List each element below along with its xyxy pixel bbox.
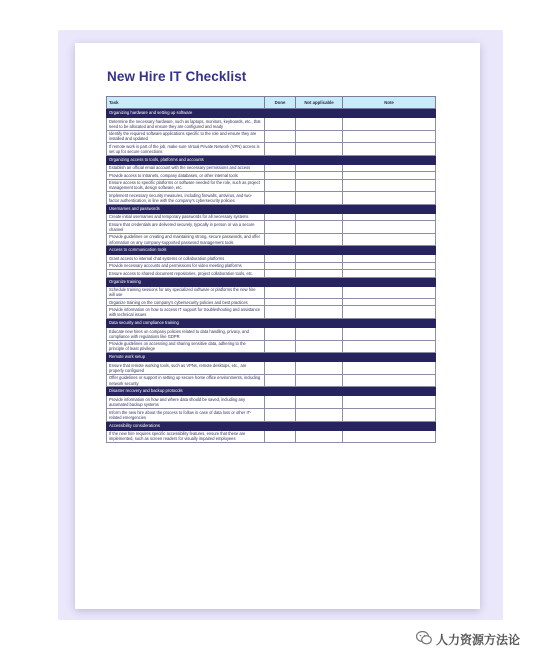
task-cell: Provide necessary accounts and permissions for video meeting platforms [107, 262, 265, 269]
not-applicable-cell[interactable] [296, 221, 343, 234]
done-cell[interactable] [265, 362, 296, 375]
done-cell[interactable] [265, 192, 296, 205]
task-cell: If remote work is part of the job, make sure Virtual Private Network (VPN) access is set up for secure connections [107, 143, 265, 156]
note-cell[interactable] [343, 299, 436, 306]
checklist-sheet [75, 43, 480, 609]
not-applicable-cell[interactable] [296, 299, 343, 306]
section-header-row [107, 319, 436, 328]
watermark-text: 人力资源方法论 [436, 633, 521, 647]
done-cell[interactable] [265, 396, 296, 409]
section-heading: Accessibility considerations [107, 421, 436, 430]
column-header-task: Task [107, 97, 265, 109]
section-heading: Organize training [107, 277, 436, 286]
not-applicable-cell[interactable] [296, 286, 343, 299]
note-cell[interactable] [343, 328, 436, 341]
table-row [107, 172, 436, 179]
note-cell[interactable] [343, 164, 436, 171]
section-header-row [107, 246, 436, 255]
table-row [107, 179, 436, 192]
done-cell[interactable] [265, 255, 296, 262]
section-header-row [107, 109, 436, 118]
table-row [107, 221, 436, 234]
done-cell[interactable] [265, 118, 296, 131]
task-cell: Implement necessary security measures, including firewalls, antivirus, and two-factor authentication, in line with the company's cybersecurity policies [107, 192, 265, 205]
task-cell: Ensure access to shared document repositories, project collaboration tools, etc. [107, 270, 265, 277]
not-applicable-cell[interactable] [296, 396, 343, 409]
not-applicable-cell[interactable] [296, 306, 343, 319]
note-cell[interactable] [343, 306, 436, 319]
task-cell: Organize training on the company's cybersecurity policies and best practices [107, 299, 265, 306]
section-header-row [107, 204, 436, 213]
done-cell[interactable] [265, 172, 296, 179]
section-heading: Remote work setup [107, 353, 436, 362]
not-applicable-cell[interactable] [296, 374, 343, 387]
note-cell[interactable] [343, 221, 436, 234]
column-header-done: Done [265, 97, 296, 109]
done-cell[interactable] [265, 221, 296, 234]
done-cell[interactable] [265, 233, 296, 246]
table-row [107, 299, 436, 306]
task-cell: Schedule training sessions for any specialized software or platforms the new hire will use [107, 286, 265, 299]
section-header-row [107, 155, 436, 164]
note-cell[interactable] [343, 262, 436, 269]
done-cell[interactable] [265, 306, 296, 319]
task-cell: Ensure that remote working tools, such as VPNs, remote desktops, etc., are properly configured [107, 362, 265, 375]
table-row [107, 396, 436, 409]
note-cell[interactable] [343, 255, 436, 262]
section-header-row [107, 353, 436, 362]
note-cell[interactable] [343, 340, 436, 353]
table-row [107, 130, 436, 143]
section-header-row [107, 421, 436, 430]
table-row [107, 118, 436, 131]
not-applicable-cell[interactable] [296, 362, 343, 375]
table-row [107, 255, 436, 262]
note-cell[interactable] [343, 192, 436, 205]
not-applicable-cell[interactable] [296, 118, 343, 131]
done-cell[interactable] [265, 340, 296, 353]
table-row [107, 213, 436, 220]
done-cell[interactable] [265, 179, 296, 192]
task-cell: Provide guidelines on accessing and sharing sensitive data, adhering to the principle of least privilege [107, 340, 265, 353]
not-applicable-cell[interactable] [296, 270, 343, 277]
column-header-not-applicable: Not applicable [296, 97, 343, 109]
section-heading: Organizing access to tools, platforms and accounts [107, 155, 436, 164]
wechat-icon [416, 631, 432, 645]
done-cell[interactable] [265, 270, 296, 277]
not-applicable-cell[interactable] [296, 164, 343, 171]
table-header-row [107, 97, 436, 109]
note-cell[interactable] [343, 409, 436, 422]
note-cell[interactable] [343, 374, 436, 387]
not-applicable-cell[interactable] [296, 409, 343, 422]
task-cell: Determine the necessary hardware, such as laptops, monitors, keyboards, etc., that need to be allocated and ensure they are configured and ready [107, 118, 265, 131]
table-row [107, 340, 436, 353]
not-applicable-cell[interactable] [296, 255, 343, 262]
done-cell[interactable] [265, 299, 296, 306]
table-row [107, 328, 436, 341]
table-row [107, 262, 436, 269]
column-header-note: Note [343, 97, 436, 109]
not-applicable-cell[interactable] [296, 179, 343, 192]
section-heading: Organizing hardware and setting up software [107, 109, 436, 118]
table-row [107, 374, 436, 387]
done-cell[interactable] [265, 409, 296, 422]
section-heading: Usernames and passwords [107, 204, 436, 213]
table-row [107, 192, 436, 205]
table-row [107, 233, 436, 246]
note-cell[interactable] [343, 233, 436, 246]
section-header-row [107, 387, 436, 396]
task-cell: Grant access to internal chat systems or collaboration platforms [107, 255, 265, 262]
checklist-body [107, 109, 436, 443]
note-cell[interactable] [343, 172, 436, 179]
note-cell[interactable] [343, 118, 436, 131]
not-applicable-cell[interactable] [296, 262, 343, 269]
done-cell[interactable] [265, 374, 296, 387]
table-row [107, 286, 436, 299]
table-row [107, 409, 436, 422]
done-cell[interactable] [265, 130, 296, 143]
table-row [107, 430, 436, 443]
section-heading: Data security and compliance training [107, 319, 436, 328]
table-row [107, 270, 436, 277]
section-heading: Disaster recovery and backup protocols [107, 387, 436, 396]
task-cell: Ensure that credentials are delivered securely, typically in person or via a secure channel [107, 221, 265, 234]
task-cell: Provide guidelines on creating and maintaining strong, secure passwords, and offer information on any company-supported password management tools [107, 233, 265, 246]
table-row [107, 164, 436, 171]
note-cell[interactable] [343, 213, 436, 220]
section-header-row [107, 277, 436, 286]
note-cell[interactable] [343, 270, 436, 277]
task-cell: Educate new hires on company policies related to data handling, privacy, and compliance with regulations like GDPR [107, 328, 265, 341]
task-cell: Provide information on how and where data should be saved, including any automated backup systems [107, 396, 265, 409]
note-cell[interactable] [343, 179, 436, 192]
note-cell[interactable] [343, 396, 436, 409]
task-cell: Ensure access to specific platforms or software needed for the role, such as project management tools, design software, etc. [107, 179, 265, 192]
done-cell[interactable] [265, 143, 296, 156]
done-cell[interactable] [265, 262, 296, 269]
task-cell: Offer guidelines or support in setting up secure home office environments, including network security [107, 374, 265, 387]
note-cell[interactable] [343, 143, 436, 156]
note-cell[interactable] [343, 430, 436, 443]
table-row [107, 362, 436, 375]
done-cell[interactable] [265, 286, 296, 299]
not-applicable-cell[interactable] [296, 192, 343, 205]
done-cell[interactable] [265, 430, 296, 443]
section-heading: Access to communication tools [107, 246, 436, 255]
task-cell: If the new hire requires specific accessibility features, ensure that these are implemented, such as screen readers for visually impaired employees [107, 430, 265, 443]
task-cell: Create initial usernames and temporary passwords for all necessary systems [107, 213, 265, 220]
task-cell: Provide information on how to access IT support for troubleshooting and assistance with technical issues [107, 306, 265, 319]
note-cell[interactable] [343, 362, 436, 375]
not-applicable-cell[interactable] [296, 340, 343, 353]
table-row [107, 306, 436, 319]
done-cell[interactable] [265, 164, 296, 171]
table-row [107, 143, 436, 156]
task-cell: Inform the new hire about the process to follow in case of data loss or other IT-related emergencies [107, 409, 265, 422]
done-cell[interactable] [265, 328, 296, 341]
not-applicable-cell[interactable] [296, 328, 343, 341]
note-cell[interactable] [343, 286, 436, 299]
not-applicable-cell[interactable] [296, 143, 343, 156]
done-cell[interactable] [265, 213, 296, 220]
task-cell: Provide access to intranets, company databases, or other internal tools [107, 172, 265, 179]
checklist-table [106, 96, 436, 443]
task-cell: Identify the required software applications specific to the role and ensure they are installed and updated [107, 130, 265, 143]
task-cell: Establish an official email account with the necessary permissions and access [107, 164, 265, 171]
page-title: New Hire IT Checklist [107, 69, 247, 84]
not-applicable-cell[interactable] [296, 172, 343, 179]
not-applicable-cell[interactable] [296, 130, 343, 143]
not-applicable-cell[interactable] [296, 213, 343, 220]
not-applicable-cell[interactable] [296, 430, 343, 443]
not-applicable-cell[interactable] [296, 233, 343, 246]
note-cell[interactable] [343, 130, 436, 143]
